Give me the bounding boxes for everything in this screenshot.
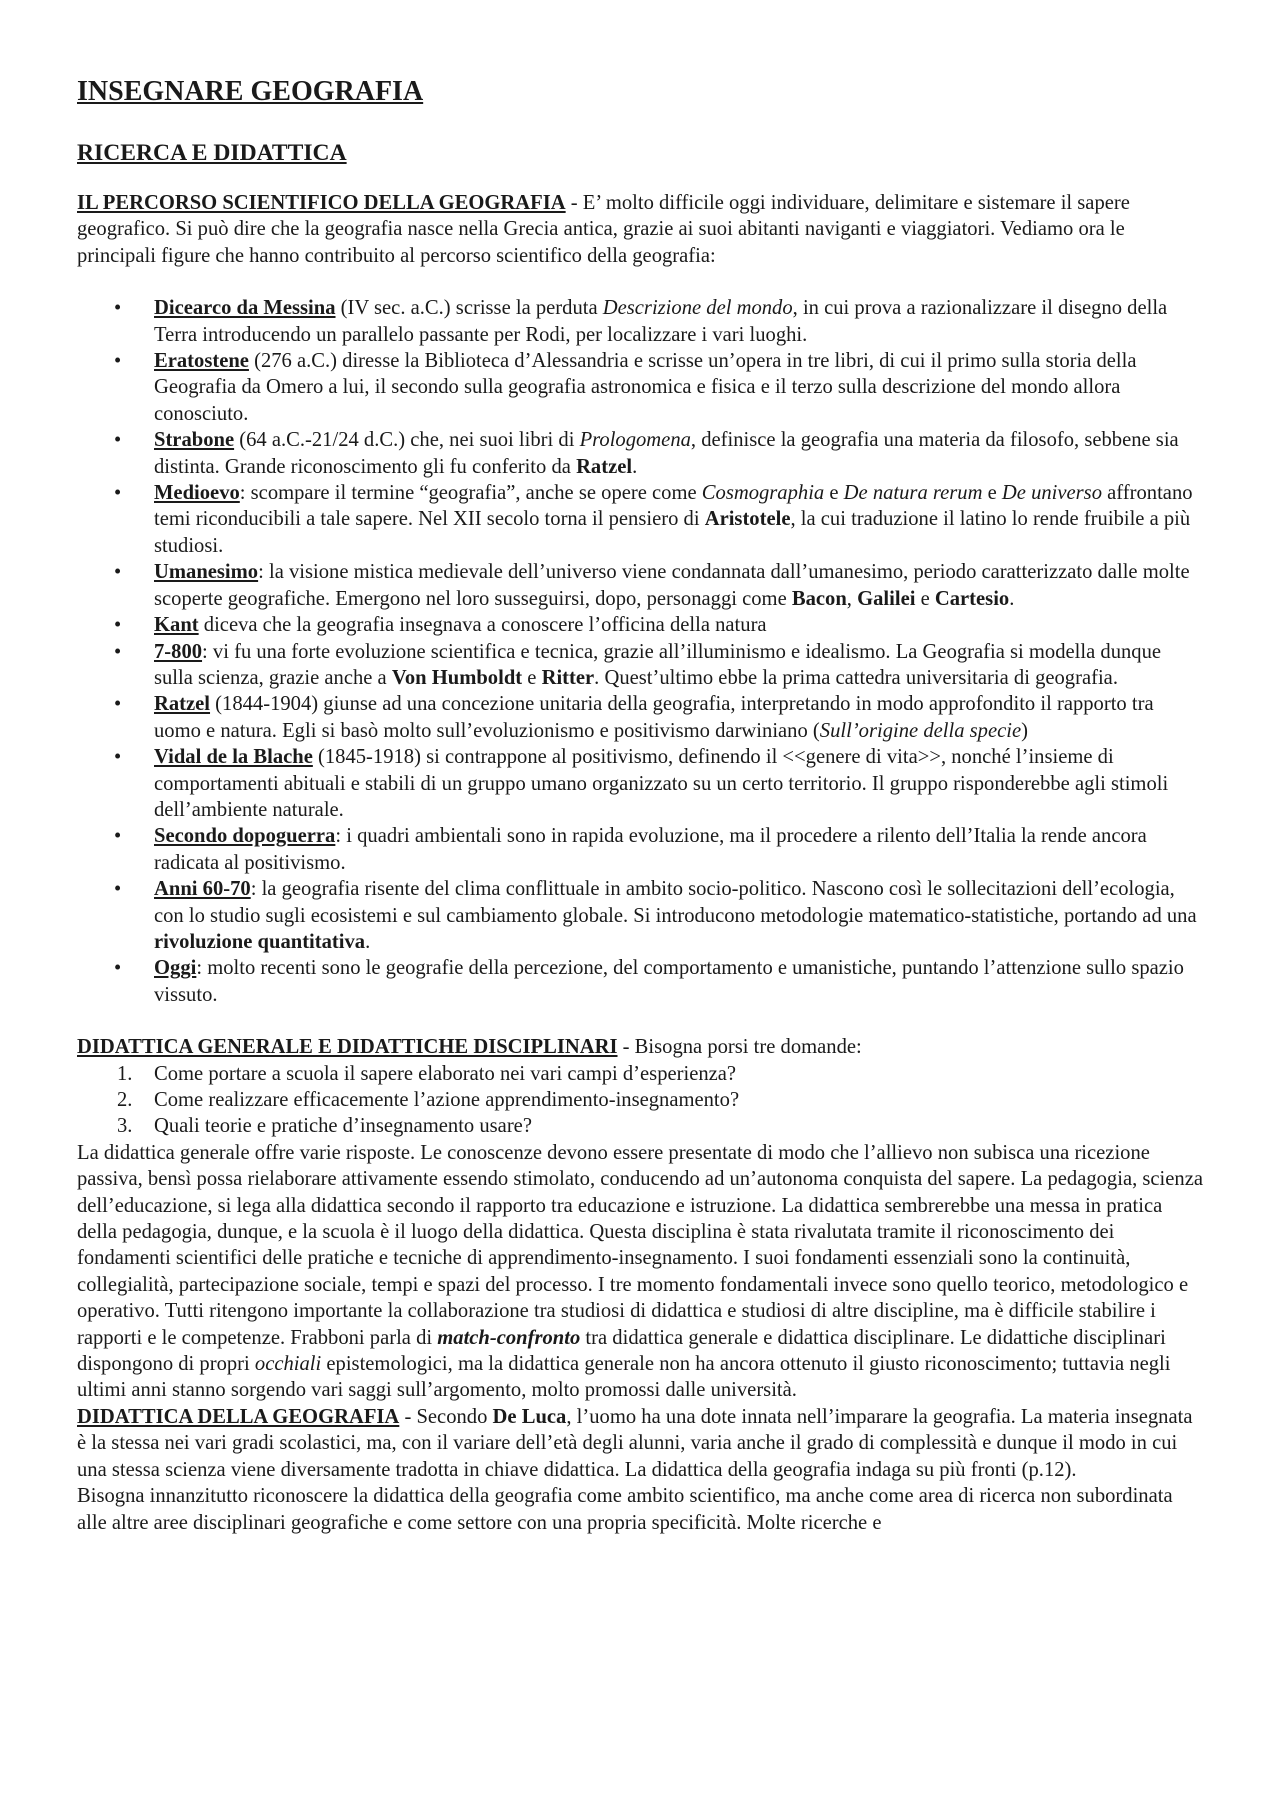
list-item-bold: Ritter <box>541 666 595 689</box>
list-item-bold: Aristotele <box>704 508 791 531</box>
list-item-text: e <box>982 482 1002 505</box>
list-item-term: Strabone <box>154 429 235 452</box>
list-item-term: Anni 60-70 <box>154 878 251 901</box>
bullet-icon: • <box>114 429 122 452</box>
section-heading-percorso: IL PERCORSO SCIENTIFICO DELLA GEOGRAFIA <box>77 192 566 214</box>
section-percorso-intro <box>77 190 1205 269</box>
list-item-text: e <box>915 587 935 610</box>
bullet-icon: • <box>114 350 122 373</box>
list-item-term: Kant <box>154 614 199 637</box>
list-item-text: Come portare a scuola il sapere elaborato nei vari campi d’esperienza? <box>154 1062 737 1085</box>
list-item-text: : la geografia risente del clima conflittuale in ambito socio-politico. Nascono così le sollecitazioni dell’ecologia, con lo studio sugli ecosistemi e sul cambiamento globale. Si introducono metodologie matematico-statistiche, portando ad una <box>154 878 1197 927</box>
list-item-term: Ratzel <box>154 693 211 716</box>
list-item <box>77 348 1205 427</box>
list-item-italic: Cosmographia <box>701 482 825 505</box>
bullet-icon: • <box>114 297 122 320</box>
list-item-text: : i quadri ambientali sono in rapida evoluzione, ma il procedere a rilento dell’Italia la rende ancora radicata al positivismo. <box>154 825 1147 874</box>
section-intro-text: - E’ molto difficile oggi individuare, delimitare e sistemare il sapere geografico. Si può dire che la geografia nasce nella Grecia antica, grazie ai suoi abitanti naviganti e viaggiatori. Vediamo ora le principali figure che hanno contribuito al percorso scientifico della geografia: <box>77 192 1130 267</box>
list-item-term: Vidal de la Blache <box>154 746 313 769</box>
list-item-text: Come realizzare efficacemente l’azione apprendimento-insegnamento? <box>154 1089 740 1111</box>
list-item-text: (64 a.C.-21/24 d.C.) che, nei suoi libri di <box>234 429 580 452</box>
bullet-icon: • <box>114 693 122 716</box>
list-item-text: . <box>632 455 638 478</box>
list-number: 2. <box>117 1089 133 1111</box>
list-item-text: diceva che la geografia insegnava a conoscere l’officina della natura <box>198 614 767 637</box>
list-number: 1. <box>117 1062 133 1085</box>
list-item-text: e <box>522 666 542 689</box>
list-item <box>77 480 1205 559</box>
paragraph-text: , l’uomo ha una dote innata nell’imparare la geografia. La materia insegnata è la stessa nei vari gradi scolastici, ma, con il variare dell’età degli alunni, varia anche il grado di complessità e dunque il modo in cui una stessa scienza viene diversamente tradotta in chiave didattica. La didattica della geografia indaga su più fronti (p.12). <box>77 1405 1193 1481</box>
document-title: INSEGNARE GEOGRAFIA <box>77 76 424 107</box>
list-item <box>77 691 1205 744</box>
list-item <box>77 612 1205 638</box>
list-item-text: , in cui prova a razionalizzare il disegno della Terra introducendo un parallelo passante per Rodi, per localizzare i vari luoghi. <box>154 297 1168 346</box>
list-item-text: . Quest’ultimo ebbe la prima cattedra universitaria di geografia. <box>594 666 1118 689</box>
list-item-text: Quali teorie e pratiche d’insegnamento usare? <box>154 1115 532 1138</box>
list-item-text: . <box>1009 587 1015 610</box>
list-item-text: (1844-1904) giunse ad una concezione unitaria della geografia, interpretando in modo approfondito il rapporto tra uomo e natura. Egli si basò molto sull’evoluzionismo e positivismo darwiniano ( <box>154 693 1154 742</box>
paragraph-text: La didattica generale offre varie risposte. Le conoscenze devono essere presentate di modo che l’allievo non subisca una ricezione passiva, bensì possa rielaborare attivamente essendo stimolato, conducendo ad un’autonoma conquista del sapere. La pedagogia, scienza dell’educazione, si lega alla didattica secondo il rapporto tra educazione e istruzione. La didattica sembrerebbe una messa in pratica della pedagogia, dunque, e la scuola è il luogo della didattica. Questa disciplina è stata rivalutata tramite il riconoscimento dei fondamenti scientifici delle pratiche e tecniche di apprendimento-insegnamento. I suoi fondamenti essenziali sono la continuità, collegialità, partecipazione sociale, tempi e spazi del processo. I tre momento fondamentali invece sono quello teorico, metodologico e operativo. Tutti ritengono importante la collaborazione tra studiosi di didattica e studiosi di altre discipline, ma è difficile stabilire i rapporti e le competenze. Frabboni parla di <box>77 1141 1203 1349</box>
bullet-icon: • <box>114 825 122 848</box>
list-item <box>77 823 1205 876</box>
list-item-text: (IV sec. a.C.) scrisse la perduta <box>335 297 603 320</box>
list-item-text: : molto recenti sono le geografie della percezione, del comportamento e umanistiche, puntando l’attenzione sullo spazio vissuto. <box>154 957 1184 1006</box>
bullet-icon: • <box>114 482 122 505</box>
list-item-text: : vi fu una forte evoluzione scientifica e tecnica, grazie all’illuminismo e idealismo. La Geografia si modella dunque sulla scienza, grazie anche a <box>154 640 1162 689</box>
didattica-paragraph <box>77 1140 1205 1404</box>
document-subtitle: RICERCA E DIDATTICA <box>77 140 347 166</box>
bullet-icon: • <box>114 957 122 980</box>
list-item-term: 7-800 <box>154 640 203 663</box>
list-item-term: Medioevo <box>154 482 240 505</box>
list-item-text: (1845-1918) si contrappone al positivismo, definendo il <<genere di vita>>, nonché l’insieme di comportamenti abituali e stabili di un gruppo umano organizzato su un certo territorio. Il gruppo risponderebbe agli stimoli dell’ambiente naturale. <box>154 746 1169 821</box>
list-item-italic: Prologomena <box>579 429 691 452</box>
list-item-term: Eratostene <box>154 350 249 373</box>
list-item <box>77 744 1205 823</box>
list-item-bold: Bacon <box>791 587 847 610</box>
list-item <box>77 1061 1205 1087</box>
section-intro-text: - Bisogna porsi tre domande: <box>617 1036 862 1059</box>
list-item <box>77 876 1205 955</box>
questions-list <box>77 1061 1205 1140</box>
list-item-text: : scompare il termine “geografia”, anche se opere come <box>239 482 702 505</box>
figures-list <box>77 295 1205 1008</box>
list-number: 3. <box>117 1115 133 1138</box>
list-item <box>77 1087 1205 1113</box>
list-item <box>77 955 1205 1008</box>
list-item-text: : la visione mistica medievale dell’universo viene condannata dall’umanesimo, periodo caratterizzato dalle molte scoperte geografiche. Emergono nel loro susseguirsi, dopo, personaggi come <box>154 561 1190 610</box>
list-item-italic: Descrizione del mondo <box>602 297 793 320</box>
list-item <box>77 1113 1205 1139</box>
list-item-text: , la cui traduzione il latino lo rende fruibile a più studiosi. <box>154 508 1191 557</box>
paragraph-bold-italic: match-confronto <box>437 1326 581 1349</box>
list-item-term: Secondo dopoguerra <box>154 825 336 848</box>
list-item-text: ) <box>1021 719 1028 742</box>
list-item-text: affrontano temi riconducibili a tale sapere. Nel XII secolo torna il pensiero di <box>154 482 1193 531</box>
list-item-text: (276 a.C.) diresse la Biblioteca d’Alessandria e scrisse un’opera in tre libri, di cui il primo sulla storia della Geografia da Omero a lui, il secondo sulla geografia astronomica e fisica e il terzo sulla descrizione del mondo allora conosciuto. <box>154 350 1137 425</box>
bullet-icon: • <box>114 614 122 637</box>
list-item <box>77 639 1205 692</box>
paragraph-bold: De Luca <box>492 1405 567 1428</box>
list-item <box>77 295 1205 348</box>
bullet-icon: • <box>114 878 122 901</box>
list-item-bold: Ratzel <box>576 455 633 478</box>
list-item-text: , <box>846 587 858 610</box>
section-didattica-intro <box>77 1034 1205 1060</box>
list-item-italic: Sull’origine della specie <box>819 719 1022 742</box>
list-item <box>77 559 1205 612</box>
paragraph-text: epistemologici, ma la didattica generale non ha ancora ottenuto il giusto riconoscimento; tuttavia negli ultimi anni stanno sorgendo vari saggi sull’argomento, molto promossi dalle università. <box>77 1353 1171 1402</box>
section-geografia-intro <box>77 1404 1205 1483</box>
geografia-paragraph: Bisogna innanzitutto riconoscere la didattica della geografia come ambito scientifico, ma anche come area di ricerca non subordinata alle altre aree disciplinari geografiche e come settore con una propria specificità. Molte ricerche e <box>77 1485 1173 1534</box>
bullet-icon: • <box>114 746 122 769</box>
paragraph-italic: occhiali <box>254 1353 322 1376</box>
list-item <box>77 427 1205 480</box>
list-item-text: e <box>824 482 844 505</box>
bullet-icon: • <box>114 561 122 584</box>
list-item-bold: rivoluzione quantitativa <box>154 930 366 953</box>
list-item-italic: De universo <box>1001 482 1102 505</box>
paragraph-text: - Secondo <box>399 1405 493 1428</box>
section-heading-didattica: DIDATTICA GENERALE E DIDATTICHE DISCIPLINARI <box>77 1036 618 1059</box>
bullet-icon: • <box>114 640 122 663</box>
section-heading-geografia: DIDATTICA DELLA GEOGRAFIA <box>77 1405 400 1428</box>
list-item-bold: Cartesio <box>934 587 1010 610</box>
list-item-bold: Von Humboldt <box>391 666 523 689</box>
list-item-italic: De natura rerum <box>843 482 983 505</box>
paragraph-text: tra didattica generale e didattica disciplinare. Le didattiche disciplinari dispongono di propri <box>77 1326 1166 1376</box>
list-item-term: Oggi <box>154 957 197 980</box>
list-item-term: Dicearco da Messina <box>154 297 336 320</box>
list-item-text: . <box>365 930 371 953</box>
list-item-bold: Galilei <box>857 587 916 610</box>
list-item-text: , definisce la geografia una materia da filosofo, sebbene sia distinta. Grande riconoscimento gli fu conferito da <box>154 429 1179 478</box>
list-item-term: Umanesimo <box>154 561 259 584</box>
